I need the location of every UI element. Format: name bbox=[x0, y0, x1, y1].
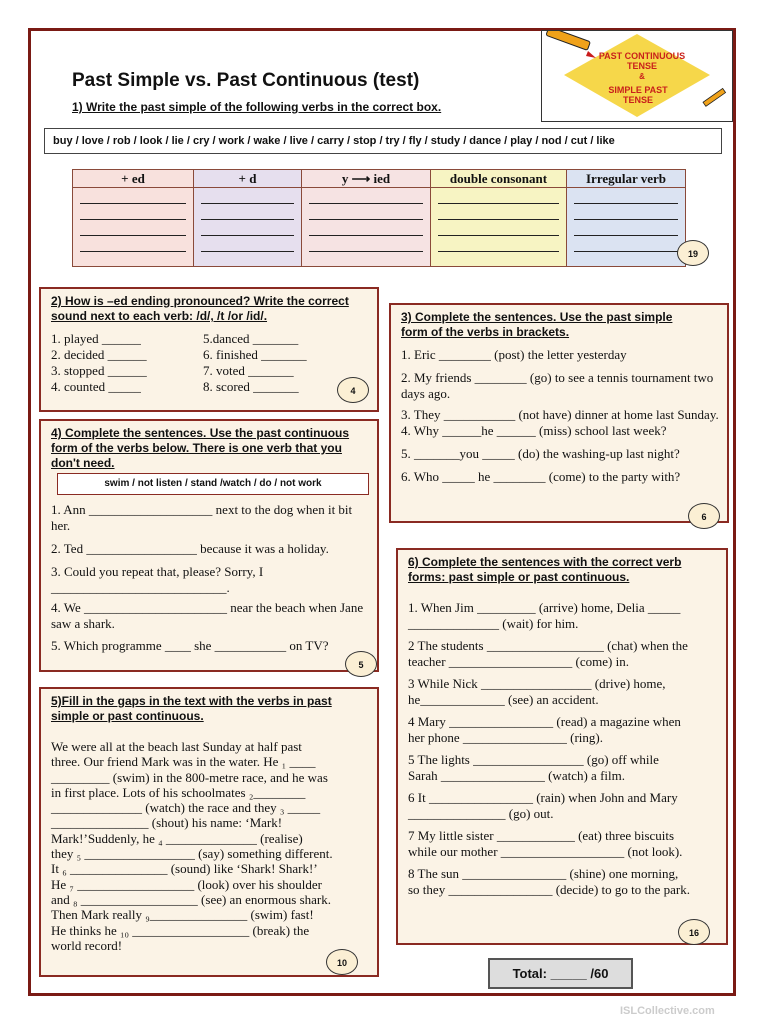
col-double-blanks[interactable] bbox=[431, 188, 567, 267]
ex4-item[interactable]: 1. Ann ___________________ next to the dog when it bit her. bbox=[51, 502, 353, 533]
ex5-line: We were all at the beach last Sunday at half past bbox=[51, 739, 302, 754]
col-ed-blanks[interactable] bbox=[73, 188, 194, 267]
ex2-item[interactable]: 7. voted _______ bbox=[203, 363, 294, 378]
ex1-instruction: 1) Write the past simple of the following verbs in the correct box. bbox=[72, 100, 442, 114]
ex5-line: Then Mark really ₉_______________ (swim) fast! bbox=[51, 907, 314, 923]
ex2-item[interactable]: 2. decided ______ bbox=[51, 347, 147, 362]
ex3-item[interactable]: 6. Who _____ he ________ (come) to the party with? bbox=[401, 469, 681, 484]
header-ed: + ed bbox=[121, 171, 145, 186]
ex5-line: world record! bbox=[51, 937, 123, 953]
ex3-item[interactable]: 2. My friends ________ (go) to see a tennis tournament two days ago. bbox=[401, 370, 714, 401]
ex2-points-badge: 4 bbox=[337, 377, 369, 403]
ex2-item[interactable]: 3. stopped ______ bbox=[51, 363, 147, 378]
logo-line2: TENSE bbox=[626, 61, 658, 71]
ex5-line: and ₈ __________________ (see) an enormous shark. bbox=[51, 891, 332, 907]
ex2-item[interactable]: 1. played ______ bbox=[51, 331, 141, 346]
ex5-line: Mark!’Suddenly, he ₄ ______________ (realise) bbox=[51, 830, 303, 846]
header-ied: y ⟶ ied bbox=[341, 171, 391, 186]
ex4-points-badge: 5 bbox=[345, 651, 377, 677]
ex4-list bbox=[51, 502, 373, 654]
ex5-line: ______________ (watch) the race and they ₃ _____ bbox=[51, 800, 321, 816]
ex3-item[interactable]: 4. Why ______he ______ (miss) school last week? bbox=[401, 423, 667, 438]
watermark: ISLCollective.com bbox=[620, 1005, 715, 1017]
verb-list-box: buy / love / rob / look / lie / cry / work / wake / live / carry / stop / try / fly / study / dance / play / nod / cut / like bbox=[44, 128, 722, 154]
ex3-item[interactable]: 5. _______you _____ (do) the washing-up last night? bbox=[401, 446, 680, 461]
logo-diamond-icon bbox=[542, 31, 731, 120]
verb-sort-table bbox=[72, 169, 686, 267]
ex6-item[interactable]: 5 The lights _________________ (go) off while Sarah ________________ (watch) a film. bbox=[408, 752, 659, 783]
ex2-col1 bbox=[51, 331, 147, 395]
ex6-list bbox=[408, 600, 724, 898]
ex2-item[interactable]: 6. finished _______ bbox=[203, 347, 307, 362]
ex4-item[interactable]: 3. Could you repeat that, please? Sorry, I ___________________________. bbox=[51, 564, 264, 595]
ex6-item[interactable]: 2 The students __________________ (chat) when the teacher ___________________ (come) in. bbox=[408, 638, 688, 669]
ex6-box bbox=[396, 548, 728, 945]
header-irregular: Irregular verb bbox=[585, 171, 667, 186]
ex5-box bbox=[39, 687, 379, 977]
ex5-line: He ₇ __________________ (look) over his shoulder bbox=[51, 876, 323, 892]
ex2-box bbox=[39, 287, 379, 412]
ex6-item[interactable]: 3 While Nick _________________ (drive) home, he_____________ (see) an accident. bbox=[408, 676, 666, 707]
ex3-points-badge: 6 bbox=[688, 503, 720, 529]
ex6-item[interactable]: 7 My little sister ____________ (eat) three biscuits while our mother ___________________ (not look). bbox=[408, 828, 683, 859]
logo-line5: TENSE bbox=[622, 95, 654, 105]
ex2-item[interactable]: 8. scored _______ bbox=[203, 379, 299, 394]
header-double-consonant: double consonant bbox=[449, 171, 548, 186]
ex6-points-badge: 16 bbox=[678, 919, 710, 945]
ex5-heading: 5)Fill in the gaps in the text with the verbs in past simple or past continuous. bbox=[51, 694, 332, 723]
ex5-line: _________ (swim) in the 800-metre race, and he was bbox=[51, 769, 328, 785]
ex1-points-badge: 19 bbox=[677, 240, 709, 266]
ex3-box bbox=[389, 303, 729, 523]
header-d: + d bbox=[238, 171, 257, 186]
col-irregular-blanks[interactable] bbox=[567, 188, 686, 267]
ex2-item[interactable]: 4. counted _____ bbox=[51, 379, 141, 394]
total-score: Total: _____ /60 bbox=[488, 958, 633, 989]
ex4-word-box: swim / not listen / stand /watch / do / not work bbox=[57, 473, 369, 495]
logo-line1: PAST CONTINUOUS bbox=[598, 51, 686, 61]
ex3-item[interactable]: 1. Eric ________ (post) the letter yesterday bbox=[401, 347, 627, 362]
page-title: Past Simple vs. Past Continuous (test) bbox=[72, 70, 420, 91]
logo-line4: SIMPLE PAST bbox=[608, 85, 668, 95]
ex6-heading: 6) Complete the sentences with the correct verb forms: past simple or past continuous. bbox=[408, 555, 682, 584]
logo-line3: & bbox=[639, 72, 645, 81]
ex6-item[interactable]: 1. When Jim _________ (arrive) home, Delia _____ ______________ (wait) for him. bbox=[408, 600, 681, 631]
ex4-item[interactable]: 2. Ted _________________ because it was a holiday. bbox=[51, 541, 329, 556]
ex6-item[interactable]: 8 The sun ________________ (shine) one morning, so they ________________ (decide) to go to the park. bbox=[408, 866, 690, 897]
ex5-line: _______________ (shout) his name: ‘Mark! bbox=[51, 815, 283, 831]
ex5-points-badge: 10 bbox=[326, 949, 358, 975]
ex3-heading: 3) Complete the sentences. Use the past simple form of the verbs in brackets. bbox=[401, 310, 673, 339]
ex3-item[interactable]: 3. They ___________ (not have) dinner at home last Sunday. bbox=[401, 407, 719, 422]
ex5-line: It ₆ _______________ (sound) like ‘Shark! Shark!’ bbox=[51, 861, 318, 877]
ex2-col2 bbox=[203, 331, 307, 395]
ex3-list bbox=[401, 347, 723, 485]
ex4-item[interactable]: 5. Which programme ____ she ___________ on TV? bbox=[51, 638, 329, 653]
ex6-item[interactable]: 6 It ________________ (rain) when John and Mary _______________ (go) out. bbox=[408, 790, 678, 821]
col-d-blanks[interactable] bbox=[194, 188, 302, 267]
ex5-text[interactable] bbox=[51, 739, 377, 953]
ex2-heading: 2) How is –ed ending pronounced? Write the correct sound next to each verb: /d/, /t /or /id/. bbox=[51, 294, 349, 323]
col-ied-blanks[interactable] bbox=[302, 188, 431, 267]
ex4-item[interactable]: 4. We ______________________ near the beach when Jane saw a shark. bbox=[51, 600, 364, 631]
ex5-line: three. Our friend Mark was in the water. He ₁ ____ bbox=[51, 754, 316, 770]
ex4-heading: 4) Complete the sentences. Use the past continuous form of the verbs below. There is one verb that you don't need. bbox=[51, 426, 350, 470]
tense-logo bbox=[541, 30, 733, 122]
ex4-box bbox=[39, 419, 379, 672]
ex5-line: He thinks he ₁₀ __________________ (break) the bbox=[51, 922, 310, 938]
ex6-item[interactable]: 4 Mary ________________ (read) a magazine when her phone ________________ (ring). bbox=[408, 714, 681, 745]
ex5-line: in first place. Lots of his schoolmates ₂________ bbox=[51, 784, 306, 800]
ex2-item[interactable]: 5.danced _______ bbox=[203, 331, 299, 346]
ex5-line: they ₅ _________________ (say) something different. bbox=[51, 846, 333, 862]
